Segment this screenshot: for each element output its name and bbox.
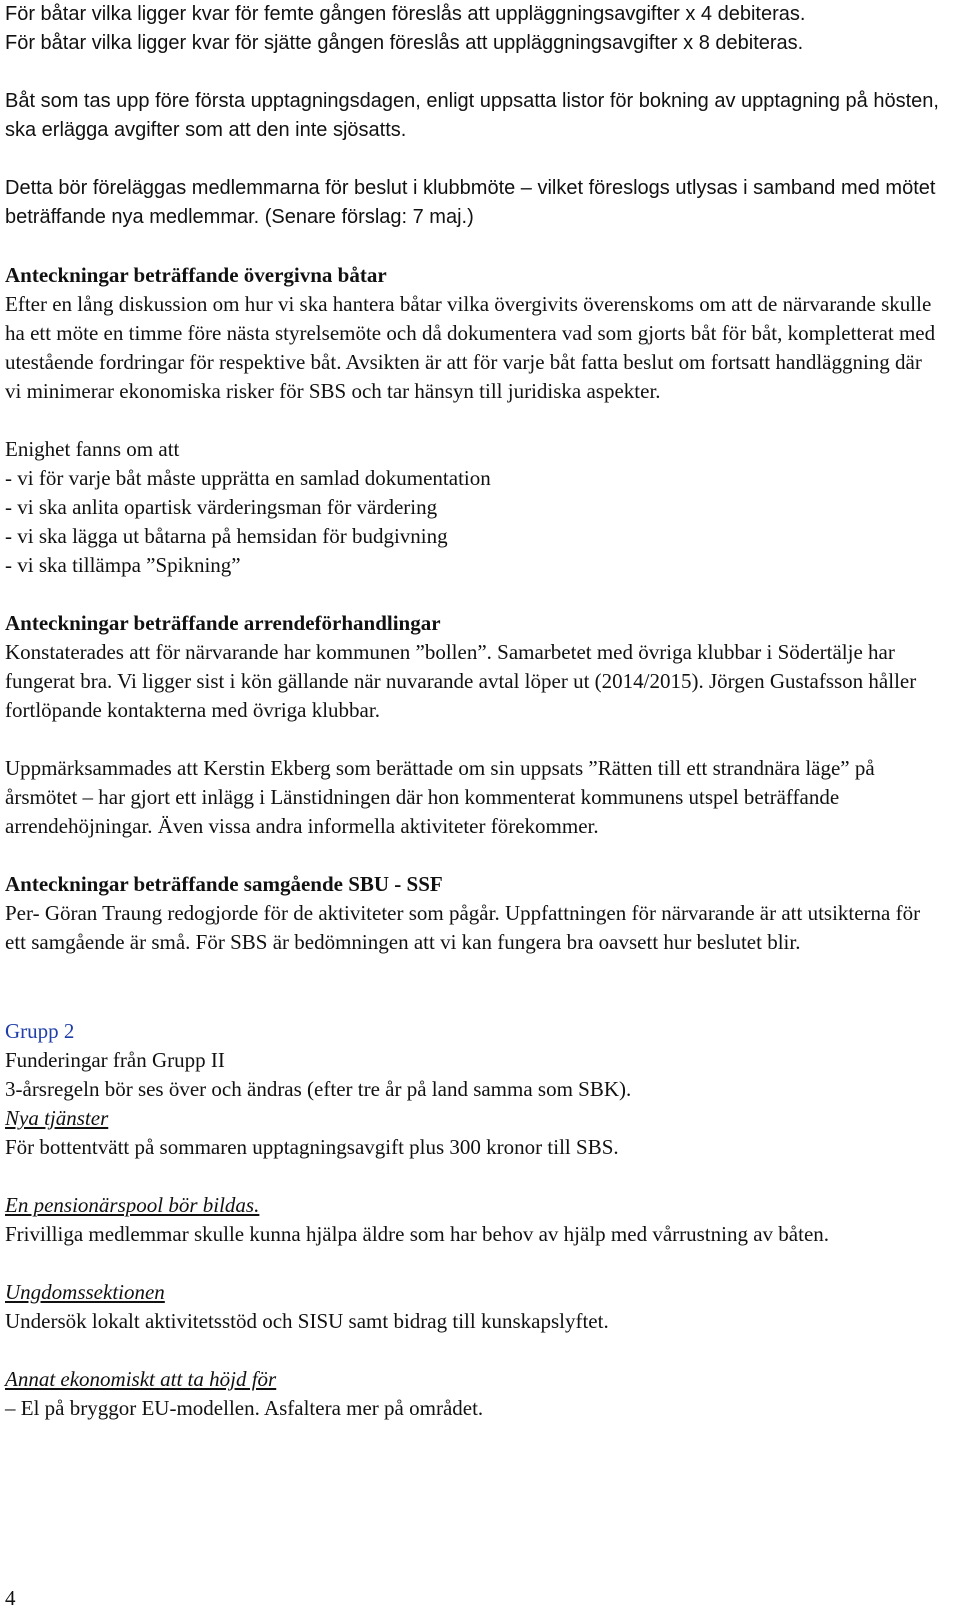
abandoned-boats-section (5, 261, 940, 609)
fee-rule-fifth: För båtar vilka ligger kvar för femte gången föreslås att uppläggningsavgifter x 4 debiteras. (5, 3, 806, 25)
economic-text: – El på bryggor EU-modellen. Asfaltera mer på området. (5, 1396, 484, 1420)
lease-negotiations-heading: Anteckningar beträffande arrendeförhandlingar (5, 611, 441, 635)
merger-section (5, 870, 940, 1017)
lease-negotiations-section (5, 609, 940, 870)
economic-heading: Annat ekonomiskt att ta höjd för (5, 1367, 277, 1391)
pension-pool-text: Frivilliga medlemmar skulle kunna hjälpa äldre som har behov av hjälp med vårrustning av båten. (5, 1222, 830, 1246)
abandoned-boats-paragraph: Efter en lång diskussion om hur vi ska hantera båtar vilka övergivits överenskoms om att de närvarande skulle ha ett möte en timme före nästa styrelsemöte och då dokumentera vad som gjorts båt för båt, kompletterat med utestående fordringar för respektive båt. Avsikten är att för varje båt fatta beslut om fortsatt handläggning där vi minimerar ekonomiska risker för SBS och tar hänsyn till juridiska aspekter. (5, 292, 936, 403)
group2-subtitle: Funderingar från Grupp II (5, 1048, 225, 1072)
group2-section (5, 1017, 940, 1423)
document-page (5, 0, 940, 1423)
list-item: - vi ska lägga ut båtarna på hemsidan för budgivning (5, 524, 448, 548)
group2-title: Grupp 2 (5, 1019, 75, 1043)
agreement-intro: Enighet fanns om att (5, 437, 180, 461)
merger-heading: Anteckningar beträffande samgående SBU - SSF (5, 872, 443, 896)
youth-text: Undersök lokalt aktivitetsstöd och SISU samt bidrag till kunskapslyftet. (5, 1309, 609, 1333)
lease-paragraph-1: Konstaterades att för närvarande har kommunen ”bollen”. Samarbetet med övriga klubbar i Södertälje har fungerat bra. Vi ligger sist i kön gällande när nuvarande avtal löper ut (2014/2015). Jörgen Gustafsson håller fortlöpande kontakterna med övriga klubbar. (5, 640, 917, 722)
fee-rule-sixth: För båtar vilka ligger kvar för sjätte gången föreslås att uppläggningsavgifter x 8 debiteras. (5, 32, 804, 54)
abandoned-boats-heading: Anteckningar beträffande övergivna båtar (5, 263, 387, 287)
pension-pool-heading: En pensionärspool bör bildas. (5, 1193, 260, 1217)
members-decision-paragraph: Detta bör föreläggas medlemmarna för beslut i klubbmöte – vilket föreslogs utlysas i samband med mötet beträffande nya medlemmar. (Senare förslag: 7 maj.) (5, 177, 936, 228)
lease-paragraph-2: Uppmärksammades att Kerstin Ekberg som berättade om sin uppsats ”Rätten till ett strandnära läge” på årsmötet – har gjort ett inlägg i Länstidningen där hon kommenterat kommunens utspel beträffande arrendehöjningar. Även vissa andra informella aktiviteter förekommer. (5, 756, 875, 838)
list-item: - vi ska tillämpa ”Spikning” (5, 553, 241, 577)
three-year-rule: 3-årsregeln bör ses över och ändras (efter tre år på land samma som SBK). (5, 1077, 632, 1101)
youth-heading: Ungdomssektionen (5, 1280, 165, 1304)
early-lift-paragraph: Båt som tas upp före första upptagningsdagen, enligt uppsatta listor för bokning av upptagning på hösten, ska erlägga avgifter som att den inte sjösatts. (5, 90, 939, 141)
intro-section (5, 0, 940, 261)
new-services-text: För bottentvätt på sommaren upptagningsavgift plus 300 kronor till SBS. (5, 1135, 619, 1159)
merger-paragraph: Per- Göran Traung redogjorde för de aktiviteter som pågår. Uppfattningen för närvarande är att utsikterna för ett samgående är små. För SBS är bedömningen att vi kan fungera bra oavsett hur beslutet blir. (5, 901, 921, 954)
page-number: 4 (5, 1586, 16, 1610)
list-item: - vi för varje båt måste upprätta en samlad dokumentation (5, 466, 491, 490)
new-services-heading: Nya tjänster (5, 1106, 109, 1130)
list-item: - vi ska anlita opartisk värderingsman för värdering (5, 495, 438, 519)
